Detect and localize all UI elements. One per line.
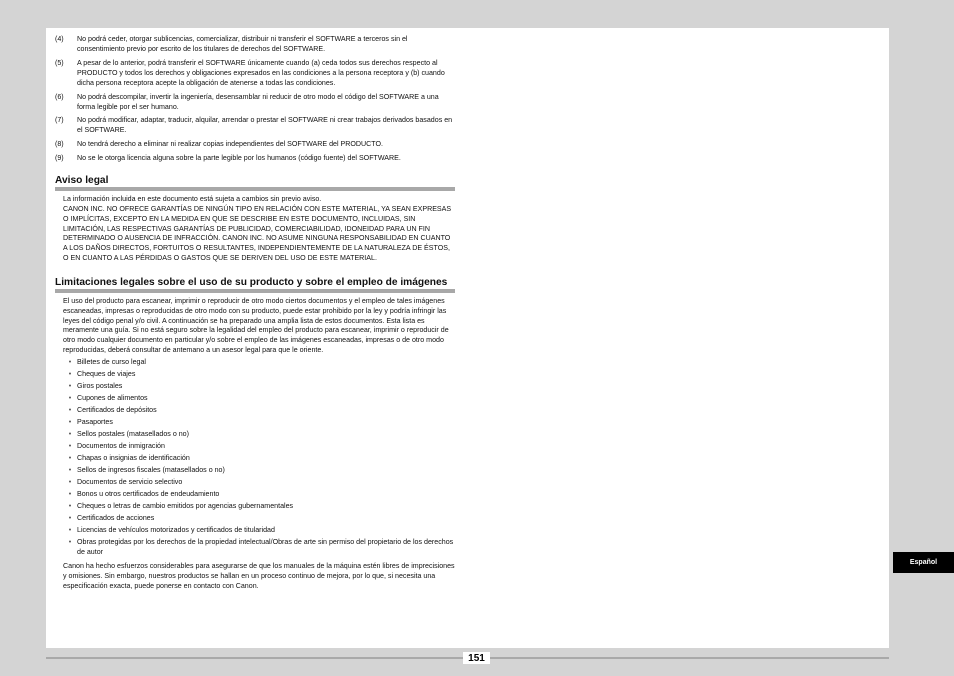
list-item-text: Sellos de ingresos fiscales (matasellados o no) [77, 466, 225, 475]
license-clause-9 [55, 153, 455, 163]
limitaciones-heading: Limitaciones legales sobre el uso de su producto y sobre el empleo de imágenes [55, 277, 455, 294]
bullet-icon: • [68, 369, 72, 378]
bullet-icon: • [68, 442, 72, 451]
page-content [55, 34, 455, 591]
bullet-icon: • [68, 454, 72, 463]
clause-number: (8) [55, 140, 64, 149]
bullet-icon: • [68, 466, 72, 475]
list-item [63, 418, 455, 428]
bullet-icon: • [68, 417, 72, 426]
clause-number: (5) [55, 58, 64, 67]
license-clause-4 [55, 34, 455, 54]
closing-paragraph: Canon ha hecho esfuerzos considerables para asegurarse de que los manuales de la máquina estén libres de imprecisiones y omisiones. Sin embargo, nuestros productos se hallan en un proceso continuo de mejora, por lo que, si necesita una especificación exacta, puede ponerse en contacto con Canon. [63, 562, 455, 590]
bullet-icon: • [68, 538, 72, 547]
list-item-text: Giros postales [77, 381, 123, 390]
limitaciones-intro: El uso del producto para escanear, imprimir o reproducir de otro modo ciertos documentos y el empleo de tales imágenes escaneadas, impresas o reproducidas de otro modo con su producto, puede estar prohibido por la ley y podría infringir las leyes del código penal y/o civil. A continuación se ha preparado una amplia lista de estos documentos. Esta lista es meramente una guía. Si no está seguro sobre la legalidad del empleo del producto para escanear, imprimir o reproducir de otro modo cualquier documento en particular y/o sobre el empleo de las imágenes escaneadas, impresas o de otro modo reproducidas, deberá consultar de antemano a un asesor legal para que le oriente. [63, 297, 449, 354]
list-item-text: Sellos postales (matasellados o no) [77, 430, 189, 439]
aviso-legal-text [63, 195, 455, 263]
clause-text: No se le otorga licencia alguna sobre la parte legible por los humanos (código fuente) del SOFTWARE. [77, 153, 401, 162]
list-item-text: Bonos u otros certificados de endeudamiento [77, 490, 220, 499]
list-item [63, 382, 455, 392]
clause-number: (7) [55, 116, 64, 125]
list-item [63, 430, 455, 440]
list-item [63, 490, 455, 500]
bullet-icon: • [68, 430, 72, 439]
license-clause-8 [55, 139, 455, 149]
bullet-icon: • [68, 490, 72, 499]
list-item [63, 478, 455, 488]
license-clause-5 [55, 58, 455, 88]
list-item [63, 514, 455, 524]
license-clause-list [55, 34, 455, 163]
list-item-text: Documentos de servicio selectivo [77, 478, 183, 487]
list-item-text: Cupones de alimentos [77, 393, 148, 402]
clause-number: (6) [55, 92, 64, 101]
clause-text: No tendrá derecho a eliminar ni realizar copias independientes del SOFTWARE del PRODUCTO. [77, 140, 383, 149]
list-item [63, 502, 455, 512]
list-item [63, 466, 455, 476]
aviso-legal-line: La información incluida en este documento está sujeta a cambios sin previo aviso. [63, 195, 322, 204]
list-item [63, 406, 455, 416]
document-page [46, 28, 889, 648]
language-tab: Español [893, 552, 954, 573]
list-item-text: Certificados de depósitos [77, 405, 157, 414]
page-number: 151 [463, 652, 490, 664]
prohibited-documents-list [63, 358, 455, 558]
list-item-text: Pasaportes [77, 417, 113, 426]
bullet-icon: • [68, 393, 72, 402]
list-item [63, 358, 455, 368]
list-item-text: Billetes de curso legal [77, 357, 147, 366]
clause-text: A pesar de lo anterior, podrá transferir el SOFTWARE únicamente cuando (a) ceda todos sus derechos respecto al PRODUCTO y todos los derechos y obligaciones expresados en las condiciones a la persona receptora y (b) cuando dicha persona receptora acepte la obligación de atenerse a todas las condiciones. [77, 58, 445, 87]
aviso-legal-heading: Aviso legal [55, 175, 455, 192]
list-item [63, 526, 455, 536]
clause-number: (4) [55, 35, 64, 43]
clause-text: No podrá ceder, otorgar sublicencias, comercializar, distribuir ni transferir el SOFTWARE a terceros sin el consentimiento previo por escrito de los titulares de derechos del SOFTWARE. [77, 35, 408, 53]
clause-text: No podrá descompilar, invertir la ingeniería, desensamblar ni reducir de otro modo el código del SOFTWARE a una forma legible por el ser humano. [77, 92, 439, 111]
bullet-icon: • [68, 502, 72, 511]
bullet-icon: • [68, 526, 72, 535]
list-item-text: Licencias de vehículos motorizados y certificados de titularidad [77, 526, 275, 535]
bullet-icon: • [68, 357, 72, 366]
clause-number: (9) [55, 153, 64, 162]
list-item [63, 370, 455, 380]
bullet-icon: • [68, 478, 72, 487]
list-item-text: Obras protegidas por los derechos de la propiedad intelectual/Obras de arte sin permiso del propietario de los derechos de autor [77, 538, 454, 557]
license-clause-7 [55, 115, 455, 135]
aviso-legal-disclaimer: CANON INC. NO OFRECE GARANTÍAS DE NINGÚN TIPO EN RELACIÓN CON ESTE MATERIAL, YA SEAN EXPRESAS O IMPLÍCITAS, EXCEPTO EN LA MEDIDA EN QUE SE DESCRIBE EN ESTE DOCUMENTO, INCLUIDAS, SIN LIMITACIÓN, LAS RESPECTIVAS GARANTÍAS DE PUBLICIDAD, COMERCIABILIDAD, IDONEIDAD PARA UN FIN DETERMINADO O AUSENCIA DE INFRACCIÓN. CANON INC. NO ASUME NINGUNA RESPONSABILIDAD EN CUANTO A LOS DAÑOS DIRECTOS, FORTUITOS O RESULTANTES, INDEPENDIENTEMENTE DE LA NATURALEZA DE ÉSTOS, O EN CUANTO A LAS PÉRDIDAS O GASTOS QUE SE DERIVEN DEL USO DE ESTE MATERIAL. [63, 205, 452, 262]
clause-text: No podrá modificar, adaptar, traducir, alquilar, arrendar o prestar el SOFTWARE ni crear trabajos derivados basados en el SOFTWARE. [77, 116, 453, 135]
bullet-icon: • [68, 381, 72, 390]
list-item [63, 454, 455, 464]
bullet-icon: • [68, 405, 72, 414]
list-item-text: Documentos de inmigración [77, 442, 165, 451]
list-item [63, 538, 455, 558]
license-clause-6 [55, 92, 455, 112]
list-item-text: Certificados de acciones [77, 514, 155, 523]
list-item-text: Chapas o insignias de identificación [77, 454, 190, 463]
list-item [63, 442, 455, 452]
list-item-text: Cheques de viajes [77, 369, 136, 378]
list-item-text: Cheques o letras de cambio emitidos por agencias gubernamentales [77, 502, 294, 511]
bullet-icon: • [68, 514, 72, 523]
list-item [63, 394, 455, 404]
